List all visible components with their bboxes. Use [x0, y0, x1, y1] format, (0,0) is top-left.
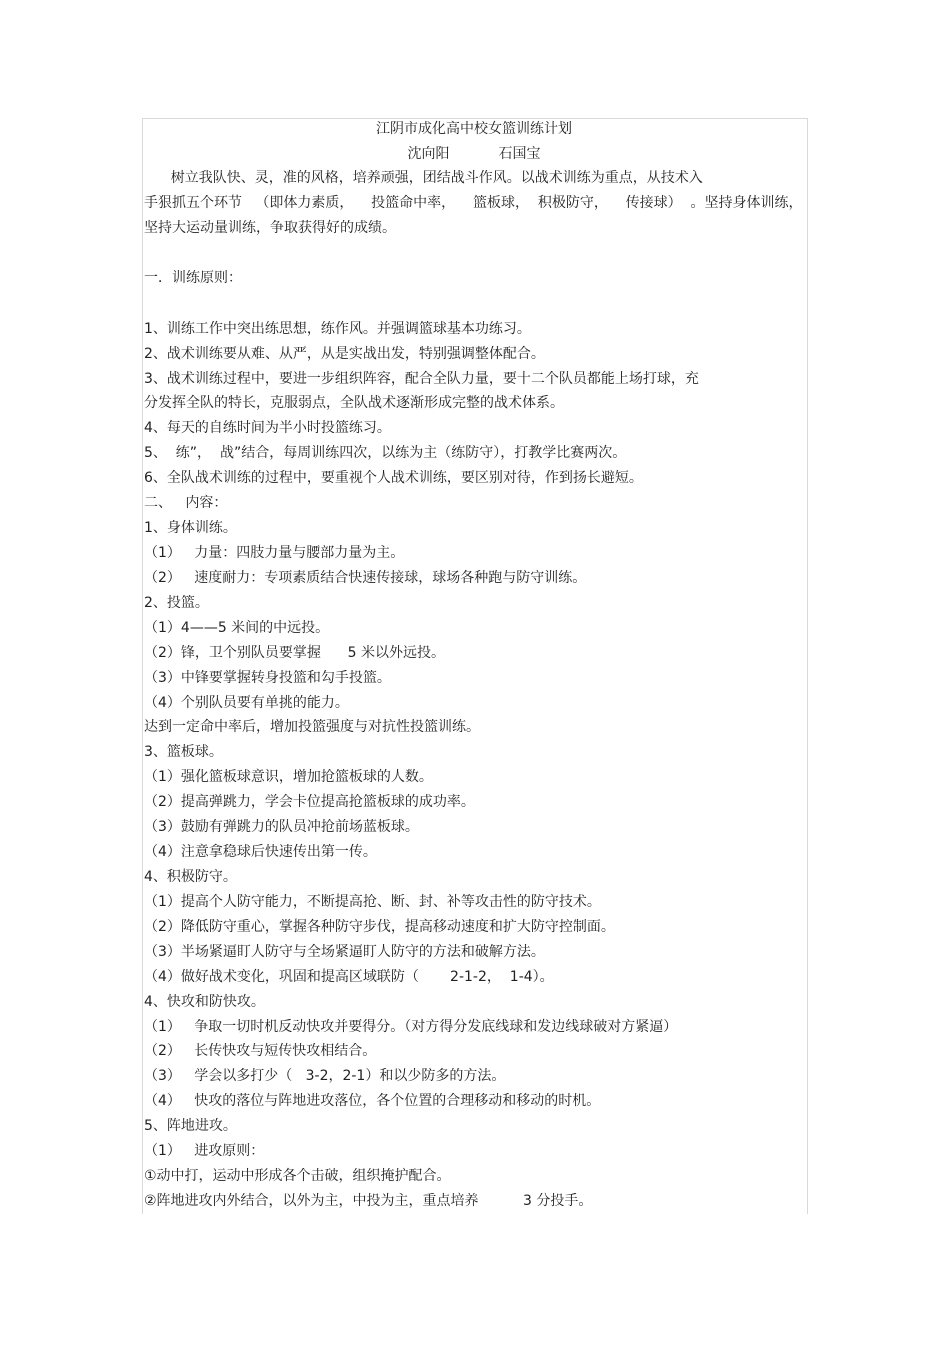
section-heading: 一．训练原则：	[144, 270, 242, 286]
content-line: （2） 长传快攻与短传快攻相结合。	[144, 1043, 377, 1059]
content-line: （2）锋，卫个别队员要掌握 5 米以外远投。	[144, 645, 445, 661]
content-line: 4、积极防守。	[144, 869, 237, 885]
principle-item: 2、战术训练要从难、从严，从是实战出发，特别强调整体配合。	[144, 346, 545, 362]
content-line: （1） 进攻原则：	[144, 1143, 265, 1159]
content-line: （1）强化篮板球意识，增加抢篮板球的人数。	[144, 769, 433, 785]
content-line: （1） 力量：四肢力量与腰部力量为主。	[144, 545, 405, 561]
content-line: （3）半场紧逼盯人防守与全场紧逼盯人防守的方法和破解方法。	[144, 944, 545, 960]
principle-item: 5、 练”， 战”结合，每周训练四次，以练为主（练防守），打教学比赛两次。	[144, 445, 627, 461]
content-line: ①动中打，运动中形成各个击破，组织掩护配合。	[144, 1168, 451, 1184]
principle-item: 6、全队战术训练的过程中，要重视个人战术训练，要区别对待，作到扬长避短。	[144, 470, 643, 486]
intro-line: 手狠抓五个环节 （即体力素质， 投篮命中率， 篮板球， 积极防守， 传接球） 。坚持身体训练，	[144, 195, 803, 211]
content-line: （3）鼓励有弹跳力的队员冲抢前场蓝板球。	[144, 819, 419, 835]
intro-line: 树立我队快、灵，准的风格，培养顽强，团结战斗作风。以战术训练为重点，从技术入	[144, 170, 703, 186]
content-line: （4） 快攻的落位与阵地进攻落位，各个位置的合理移动和移动的时机。	[144, 1093, 601, 1109]
content-line: 5、阵地进攻。	[144, 1118, 237, 1134]
content-line: （2）降低防守重心，掌握各种防守步伐，提高移动速度和扩大防守控制面。	[144, 919, 615, 935]
principle-item: 分发挥全队的特长，克服弱点，全队战术逐渐形成完整的战术体系。	[144, 395, 564, 411]
principle-item: 1、训练工作中突出练思想，练作风。并强调篮球基本功练习。	[144, 321, 531, 337]
document-title: 江阴市成化高中校女篮训练计划	[376, 121, 572, 137]
content-line: 1、身体训练。	[144, 520, 237, 536]
content-line: （1）提高个人防守能力，不断提高抢、断、封、补等攻击性的防守技术。	[144, 894, 601, 910]
content-line: （3）中锋要掌握转身投篮和勾手投篮。	[144, 670, 391, 686]
content-line: （4）个别队员要有单挑的能力。	[144, 695, 349, 711]
content-line: 4、快攻和防快攻。	[144, 994, 265, 1010]
content-line: （2）提高弹跳力，学会卡位提高抢篮板球的成功率。	[144, 794, 475, 810]
content-line: （4）注意拿稳球后快速传出第一传。	[144, 844, 377, 860]
content-line: 2、投篮。	[144, 595, 209, 611]
content-line: （3） 学会以多打少（ 3-2，2-1）和以少防多的方法。	[144, 1068, 506, 1084]
principle-item: 3、战术训练过程中，要进一步组织阵容，配合全队力量，要十二个队员都能上场打球，充	[144, 371, 699, 387]
section-heading: 二、 内容：	[144, 495, 228, 511]
document-authors: 沈向阳 石国宝	[407, 146, 541, 162]
content-line: （2） 速度耐力：专项素质结合快速传接球，球场各种跑与防守训练。	[144, 570, 587, 586]
content-line: ②阵地进攻内外结合，以外为主，中投为主，重点培养 3 分投手。	[144, 1193, 593, 1209]
content-line: （1）4——5 米间的中远投。	[144, 620, 330, 636]
content-line: 达到一定命中率后，增加投篮强度与对抗性投篮训练。	[144, 719, 480, 735]
content-line: （4）做好战术变化，巩固和提高区域联防（ 2-1-2， 1-4）。	[144, 969, 554, 985]
content-line: 3、篮板球。	[144, 744, 223, 760]
principle-item: 4、每天的自练时间为半小时投篮练习。	[144, 420, 391, 436]
content-line: （1） 争取一切时机反动快攻并要得分。（对方得分发底线球和发边线球破对方紧逼）	[144, 1019, 678, 1035]
intro-line: 坚持大运动量训练，争取获得好的成绩。	[144, 220, 396, 236]
